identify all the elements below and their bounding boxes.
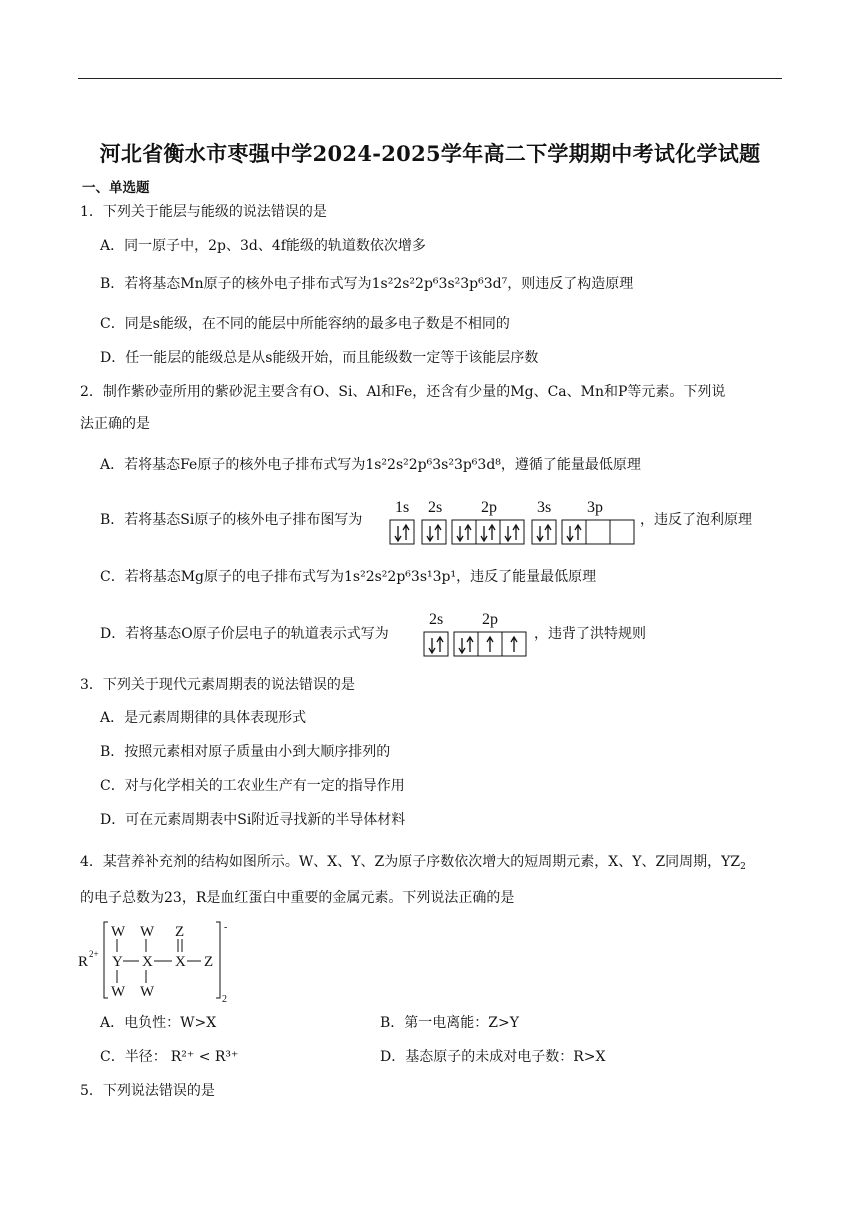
q2-option-a: [100, 455, 641, 475]
orbital-box-3p-2: [586, 520, 610, 544]
orbital-box-3s: [532, 520, 556, 544]
q3-option-b: B．按照元素相对原子质量由小到大顺序排列的: [100, 744, 391, 760]
q1-option-c: C．同是s能级，在不同的能层中所能容纳的最多电子数是不相同的: [100, 316, 510, 332]
q2-option-d-pre: D．若将基态O原子价层电子的轨道表示式写为: [100, 626, 389, 642]
orbital-box-1s: [390, 520, 414, 544]
q4-stem-line2: 的电子总数为23，R是血红蛋白中重要的金属元素。下列说法正确的是: [80, 890, 515, 906]
q2-stem-line2: 法正确的是: [80, 416, 150, 432]
orbital-label-2p: 2p: [481, 499, 497, 516]
q4-option-b: B．第一电离能：Z>Y: [380, 1015, 519, 1031]
orbital-label-2s-o: 2s: [429, 611, 444, 628]
q2-orbital-diagram-si: [386, 496, 638, 550]
orbital-label-2s: 2s: [428, 499, 443, 516]
q4-stem-line1-text: 4．某营养补充剂的结构如图所示。W、X、Y、Z为原子序数依次增大的短周期元素，X、Y、Z同周期，: [80, 854, 722, 870]
q2-option-b-post: ，违反了泡利原理: [640, 512, 752, 528]
struct-r: R: [78, 954, 89, 970]
q4-option-c: [100, 1047, 238, 1067]
q4-structure-diagram: [78, 920, 238, 1002]
orbital-box-2p-3: [500, 520, 524, 544]
header-rule: [78, 78, 782, 79]
q2-option-d-post: ，违背了洪特规则: [534, 626, 646, 642]
section-heading: 一、单选题: [82, 180, 150, 196]
q4-stem-line1: [80, 852, 746, 872]
struct-r-charge: 2+: [89, 949, 99, 959]
q2-option-b-pre: B．若将基态Si原子的核外电子排布图写为: [100, 512, 363, 528]
q4-stem-yz: YZ: [721, 854, 741, 870]
q2-option-c-config: 1s²2s²2p⁶3s¹3p¹: [344, 569, 457, 585]
struct-y: Y: [112, 954, 123, 970]
struct-z-top: Z: [175, 924, 185, 940]
q2-option-c: [100, 567, 596, 587]
orbital-box-2s-o: [424, 632, 448, 656]
q2-option-a-post: ，遵循了能量最低原理: [500, 457, 641, 473]
q3-stem: 3．下列关于现代元素周期表的说法错误的是: [80, 677, 355, 693]
orbital-box-2p-2: [476, 520, 500, 544]
q4-stem-yz-sub: 2: [740, 862, 746, 872]
struct-minus: -: [224, 922, 228, 933]
orbital-label-1s: 1s: [395, 499, 410, 516]
orbital-box-2p-o-1: [454, 632, 478, 656]
q4-option-d: D．基态原子的未成对电子数：R>X: [380, 1049, 606, 1065]
q2-option-c-pre: C．若将基态Mg原子的电子排布式写为: [100, 569, 345, 585]
q5-stem: 5．下列说法错误的是: [80, 1083, 215, 1099]
q1-option-b-pre: B．若将基态Mn原子的核外电子排布式写为: [100, 276, 372, 292]
orbital-label-2p-o: 2p: [482, 611, 498, 628]
struct-sub2: 2: [222, 994, 227, 1002]
page-title: 河北省衡水市枣强中学2024-2025学年高二下学期期中考试化学试题: [99, 141, 761, 166]
q2-option-a-config: 1s²2s²2p⁶3s²3p⁶3d⁸: [365, 457, 501, 473]
q1-option-d: D．任一能层的能级总是从s能级开始，而且能级数一定等于该能层序数: [100, 350, 539, 366]
q3-option-a: A．是元素周期律的具体表现形式: [100, 710, 307, 726]
struct-x-2: X: [175, 954, 186, 970]
struct-x-1: X: [142, 954, 153, 970]
orbital-label-3s: 3s: [537, 499, 552, 516]
q1-option-a: A．同一原子中，2p、3d、4f能级的轨道数依次增多: [100, 238, 426, 254]
orbital-box-2p-1: [452, 520, 476, 544]
q1-option-b-config: 1s²2s²2p⁶3s²3p⁶3d⁷: [371, 276, 508, 292]
struct-bracket-left: [104, 922, 108, 998]
q4-option-a: A．电负性：W>X: [100, 1015, 217, 1031]
q2-option-c-post: ，违反了能量最低原理: [456, 569, 597, 585]
orbital-label-3p: 3p: [587, 499, 603, 516]
q4-option-c-pre: C．半径：: [100, 1049, 167, 1065]
q3-option-c: C．对与化学相关的工农业生产有一定的指导作用: [100, 778, 405, 794]
q1-stem: 1．下列关于能层与能级的说法错误的是: [80, 204, 327, 220]
struct-bracket-right: [216, 922, 220, 998]
orbital-box-3p-3: [610, 520, 634, 544]
q1-option-b-post: ，则违反了构造原理: [507, 276, 634, 292]
q2-stem-line1: 2．制作紫砂壶所用的紫砂泥主要含有O、Si、Al和Fe，还含有少量的Mg、Ca、Mn和P等元素。下列说: [80, 384, 726, 400]
struct-w-bottom-2: W: [140, 984, 155, 1000]
electron-arrows-o: [429, 637, 517, 653]
struct-w-bottom-1: W: [111, 984, 126, 1000]
struct-z-right: Z: [204, 954, 214, 970]
q2-option-a-pre: A．若将基态Fe原子的核外电子排布式写为: [100, 457, 366, 473]
electron-arrows-si: [395, 525, 581, 541]
orbital-box-2s: [422, 520, 446, 544]
q4-option-c-expr: R²⁺ < R³⁺: [170, 1049, 239, 1065]
q2-orbital-diagram-o: [420, 608, 532, 662]
q3-option-d: D．可在元素周期表中Si附近寻找新的半导体材料: [100, 812, 406, 828]
struct-w-top-1: W: [111, 924, 126, 940]
orbital-box-3p-1: [562, 520, 586, 544]
struct-w-top-2: W: [140, 924, 155, 940]
q1-option-b: [100, 274, 633, 294]
